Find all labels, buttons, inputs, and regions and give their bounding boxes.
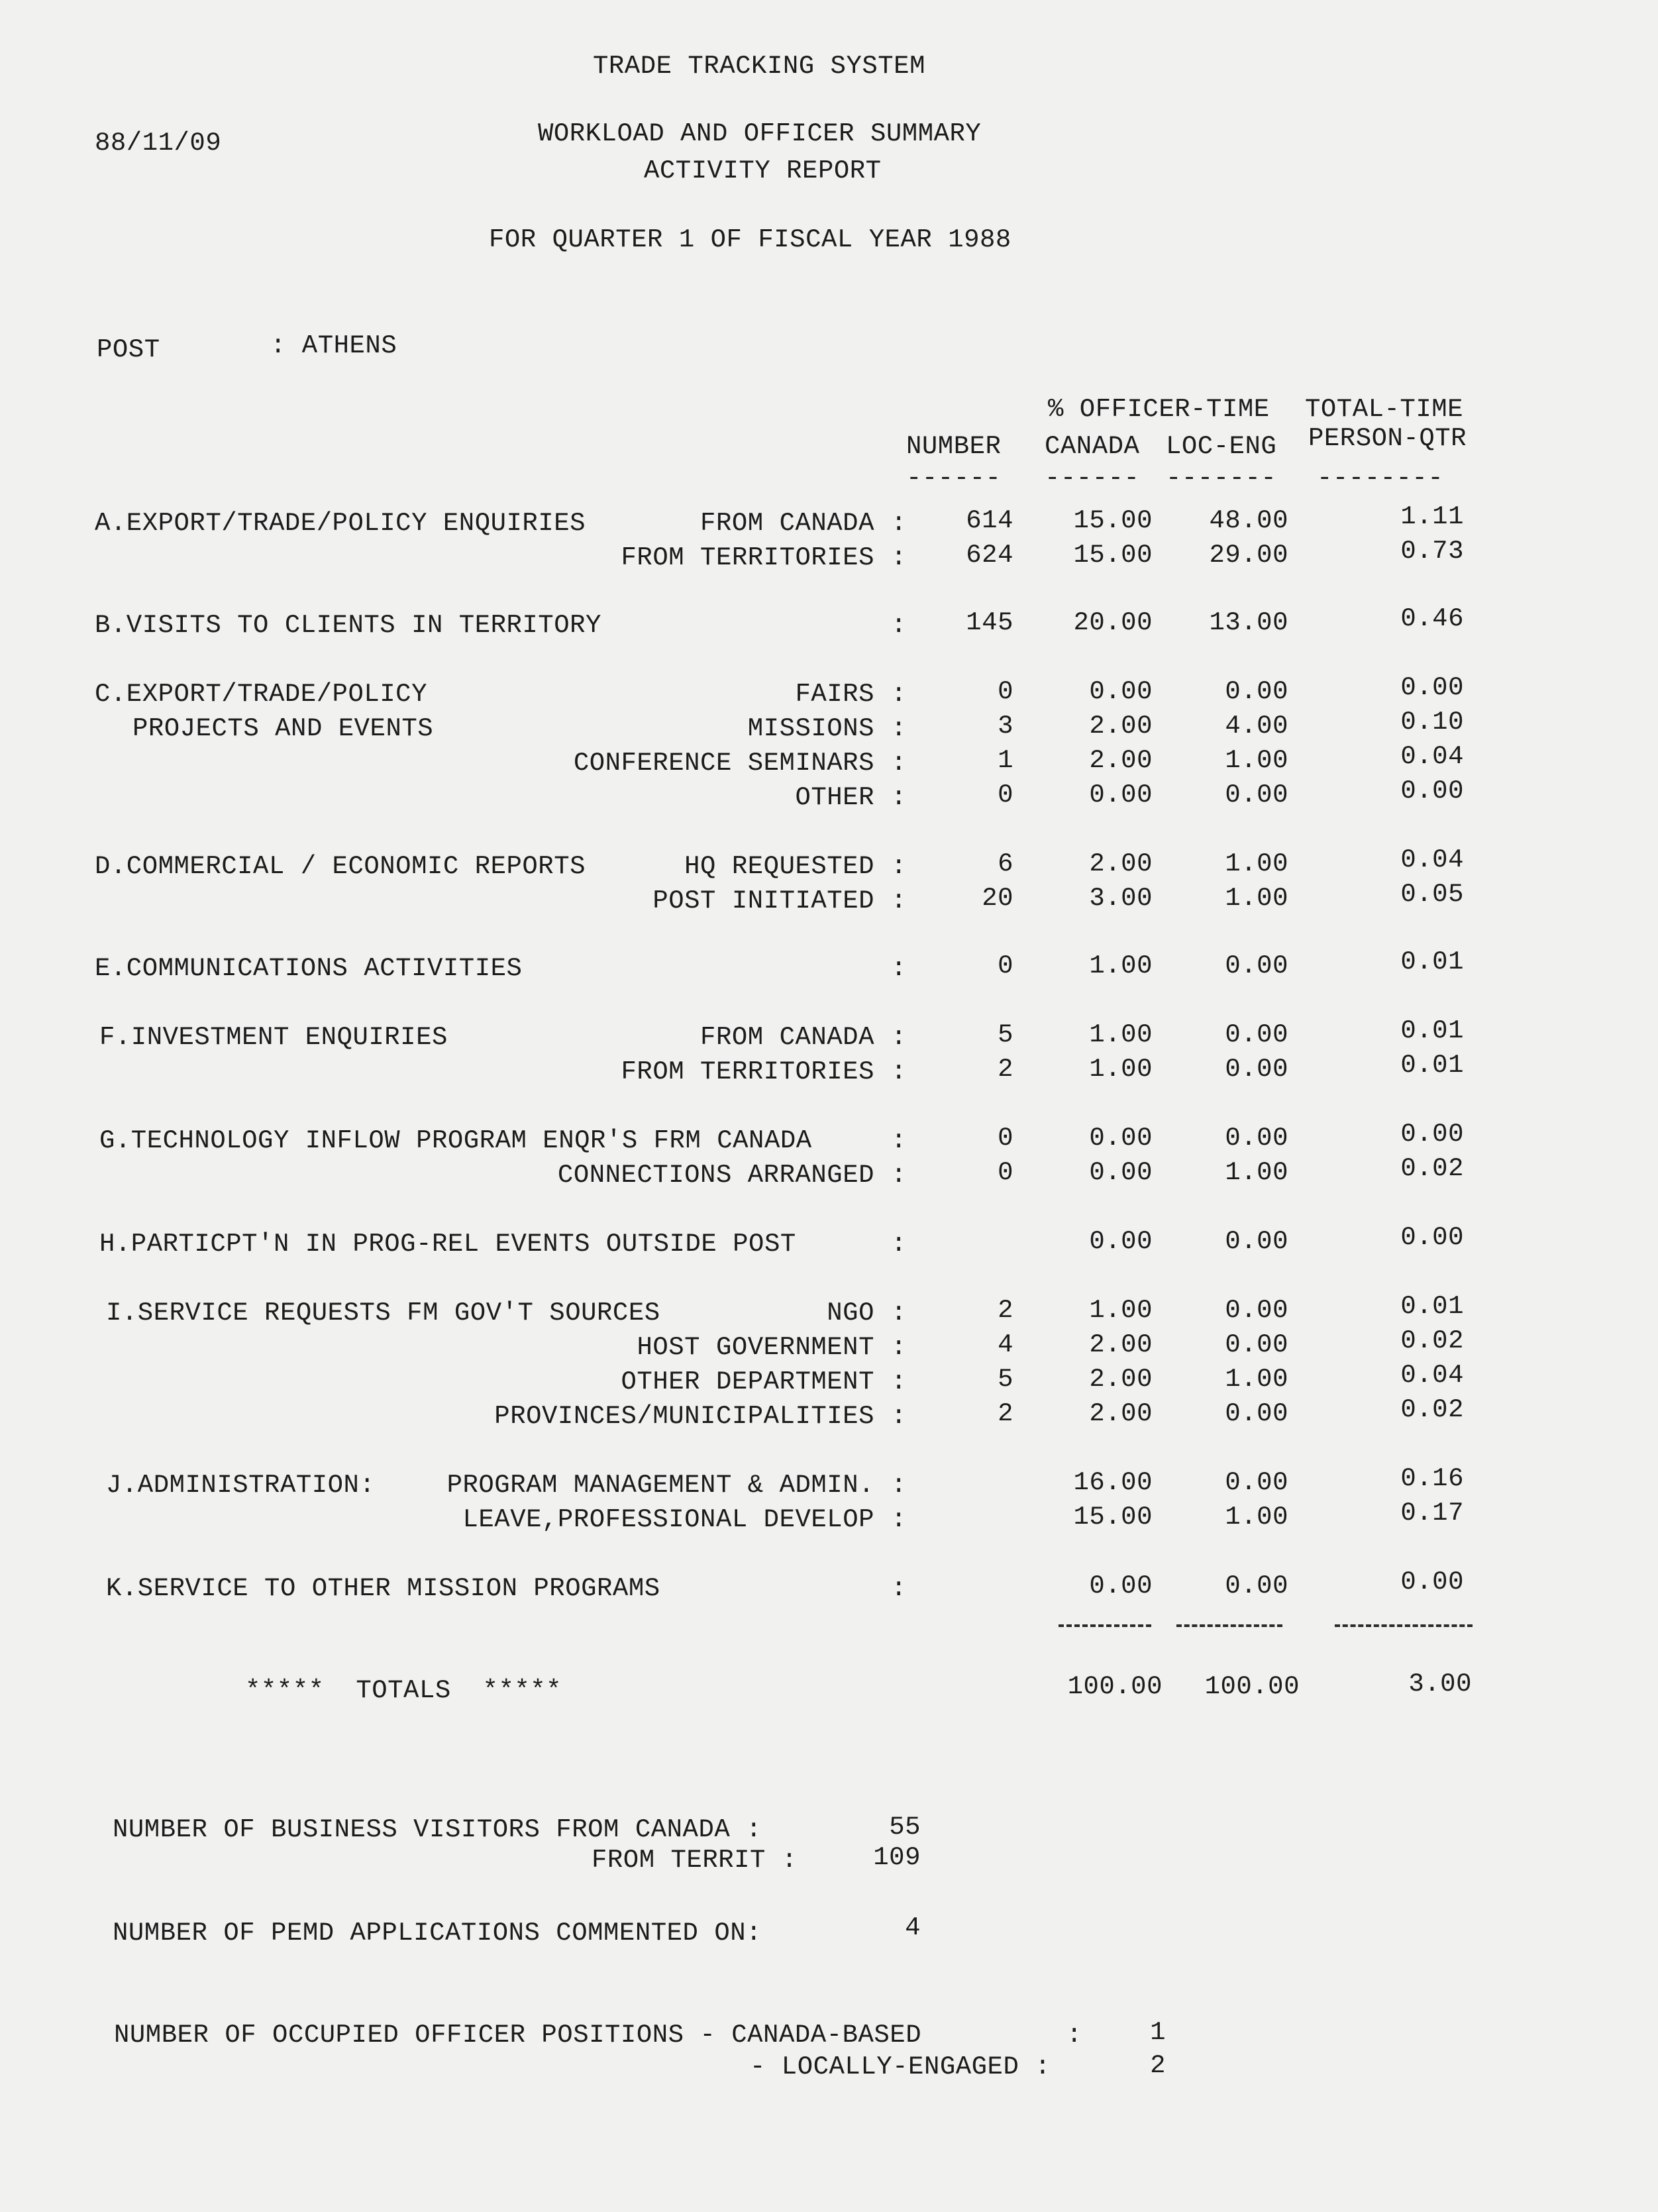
row-person-qtr: 0.01	[1400, 1016, 1464, 1045]
row-person-qtr: 0.04	[1400, 845, 1464, 874]
row-person-qtr: 0.16	[1400, 1464, 1464, 1493]
row-subcategory: OTHER	[795, 783, 874, 812]
row-subcategory: PROVINCES/MUNICIPALITIES	[494, 1402, 874, 1431]
row-number: 2	[998, 1055, 1013, 1084]
row-canada-pct: 2.00	[1089, 1330, 1153, 1359]
row-person-qtr: 1.11	[1400, 502, 1464, 531]
row-subcategory: OTHER DEPARTMENT	[621, 1367, 874, 1396]
row-canada-pct: 1.00	[1089, 1020, 1153, 1049]
row-canada-pct: 0.00	[1089, 1124, 1153, 1153]
row-loceng-pct: 0.00	[1225, 1227, 1288, 1256]
row-colon: :	[891, 1471, 907, 1500]
row-loceng-pct: 0.00	[1225, 951, 1288, 980]
row-loceng-pct: 0.00	[1225, 1468, 1288, 1497]
row-canada-pct: 0.00	[1089, 1571, 1153, 1601]
row-colon: :	[891, 714, 907, 743]
row-canada-pct: 0.00	[1089, 1227, 1153, 1256]
row-loceng-pct: 0.00	[1225, 1330, 1288, 1359]
row-subcategory: CONFERENCE SEMINARS	[573, 749, 874, 778]
col-underline-person-qtr: --------	[1317, 464, 1444, 493]
positions-local-label: - LOCALLY-ENGAGED :	[750, 2052, 1051, 2081]
col-underline-loc-eng: -------	[1166, 464, 1277, 493]
row-category: E.COMMUNICATIONS ACTIVITIES	[95, 954, 523, 983]
row-subcategory: HQ REQUESTED	[684, 852, 874, 881]
row-category: PROJECTS AND EVENTS	[132, 714, 434, 743]
row-loceng-pct: 1.00	[1225, 849, 1288, 878]
row-number: 5	[998, 1020, 1013, 1049]
row-subcategory: POST INITIATED	[652, 886, 874, 916]
totals-loc-eng: 100.00	[1204, 1672, 1300, 1701]
totals-person-qtr: 3.00	[1408, 1669, 1472, 1699]
row-colon: :	[891, 886, 907, 916]
col-underline-canada: ------	[1045, 464, 1140, 493]
row-colon: :	[891, 1057, 907, 1086]
report-title: WORKLOAD AND OFFICER SUMMARY	[538, 119, 982, 148]
row-person-qtr: 0.01	[1400, 1292, 1464, 1321]
row-person-qtr: 0.00	[1400, 776, 1464, 806]
row-colon: :	[891, 852, 907, 881]
row-loceng-pct: 0.00	[1225, 1571, 1288, 1601]
row-canada-pct: 0.00	[1089, 1158, 1153, 1187]
row-person-qtr: 0.01	[1400, 1051, 1464, 1080]
row-person-qtr: 0.04	[1400, 742, 1464, 771]
row-loceng-pct: 1.00	[1225, 884, 1288, 913]
row-colon: :	[891, 1367, 907, 1396]
row-person-qtr: 0.10	[1400, 708, 1464, 737]
row-loceng-pct: 48.00	[1209, 506, 1288, 535]
row-colon: :	[891, 509, 907, 538]
row-canada-pct: 2.00	[1089, 746, 1153, 775]
row-loceng-pct: 1.00	[1225, 1365, 1288, 1394]
row-loceng-pct: 0.00	[1225, 1124, 1288, 1153]
row-loceng-pct: 1.00	[1225, 1158, 1288, 1187]
row-category: H.PARTICPT'N IN PROG-REL EVENTS OUTSIDE POST	[99, 1230, 796, 1259]
col-header-person-qtr: PERSON-QTR	[1308, 424, 1467, 453]
row-category: A.EXPORT/TRADE/POLICY ENQUIRIES	[95, 509, 586, 538]
row-colon: :	[891, 1161, 907, 1190]
row-subcategory: FAIRS	[795, 680, 874, 709]
row-number: 1	[998, 746, 1013, 775]
row-canada-pct: 2.00	[1089, 1399, 1153, 1428]
row-canada-pct: 0.00	[1089, 780, 1153, 810]
row-person-qtr: 0.17	[1400, 1499, 1464, 1528]
positions-local: 2	[1150, 2051, 1166, 2080]
row-colon: :	[891, 1023, 907, 1052]
positions-canada: 1	[1150, 2018, 1166, 2047]
row-number: 3	[998, 711, 1013, 741]
row-person-qtr: 0.05	[1400, 880, 1464, 909]
row-canada-pct: 3.00	[1089, 884, 1153, 913]
row-canada-pct: 16.00	[1073, 1468, 1153, 1497]
row-canada-pct: 2.00	[1089, 1365, 1153, 1394]
row-subcategory: FROM CANADA	[700, 1023, 874, 1052]
row-category: F.INVESTMENT ENQUIRIES	[99, 1023, 448, 1052]
row-colon: :	[891, 611, 907, 640]
row-number: 0	[998, 1158, 1013, 1187]
row-person-qtr: 0.46	[1400, 604, 1464, 633]
report-period: FOR QUARTER 1 OF FISCAL YEAR 1988	[489, 225, 1011, 254]
system-title: TRADE TRACKING SYSTEM	[593, 52, 925, 81]
row-number: 4	[998, 1330, 1013, 1359]
row-canada-pct: 0.00	[1089, 677, 1153, 706]
row-number: 20	[982, 884, 1013, 913]
row-number: 145	[966, 608, 1013, 637]
col-underline-number: ------	[906, 464, 1002, 493]
row-number: 2	[998, 1296, 1013, 1325]
row-loceng-pct: 4.00	[1225, 711, 1288, 741]
col-header-total-time: TOTAL-TIME	[1305, 395, 1464, 424]
report-date: 88/11/09	[95, 129, 222, 158]
row-colon: :	[891, 680, 907, 709]
totals-rule-person	[1335, 1624, 1473, 1627]
row-subcategory: FROM TERRITORIES	[621, 1057, 874, 1086]
row-canada-pct: 15.00	[1073, 506, 1153, 535]
row-canada-pct: 15.00	[1073, 1502, 1153, 1532]
row-colon: :	[891, 1333, 907, 1362]
row-subcategory: FROM CANADA	[700, 509, 874, 538]
row-category: C.EXPORT/TRADE/POLICY	[95, 680, 427, 709]
row-canada-pct: 20.00	[1073, 608, 1153, 637]
totals-rule-canada	[1059, 1624, 1151, 1627]
row-number: 2	[998, 1399, 1013, 1428]
post-value: : ATHENS	[270, 331, 397, 360]
row-loceng-pct: 0.00	[1225, 1399, 1288, 1428]
business-visitors-label: NUMBER OF BUSINESS VISITORS FROM CANADA :	[113, 1815, 762, 1844]
col-header-officer-time: % OFFICER-TIME	[1048, 395, 1270, 424]
row-loceng-pct: 0.00	[1225, 677, 1288, 706]
row-number: 614	[966, 506, 1013, 535]
report-subtitle: ACTIVITY REPORT	[644, 156, 882, 185]
row-category: K.SERVICE TO OTHER MISSION PROGRAMS	[106, 1574, 660, 1603]
row-person-qtr: 0.04	[1400, 1361, 1464, 1390]
positions-label: NUMBER OF OCCUPIED OFFICER POSITIONS - CANADA-BASED	[114, 2021, 922, 2050]
business-visitors-territ: 109	[873, 1843, 921, 1872]
row-canada-pct: 1.00	[1089, 951, 1153, 980]
row-colon: :	[891, 783, 907, 812]
row-subcategory: MISSIONS	[747, 714, 874, 743]
col-header-loc-eng: LOC-ENG	[1166, 432, 1277, 461]
row-subcategory: CONNECTIONS ARRANGED	[557, 1161, 874, 1190]
row-number: 0	[998, 951, 1013, 980]
row-colon: :	[891, 1402, 907, 1431]
row-category: G.TECHNOLOGY INFLOW PROGRAM ENQR'S FRM CANADA	[99, 1126, 812, 1155]
row-number: 0	[998, 677, 1013, 706]
row-subcategory: PROGRAM MANAGEMENT & ADMIN.	[446, 1471, 874, 1500]
row-colon: :	[891, 543, 907, 572]
row-colon: :	[891, 1230, 907, 1259]
row-number: 6	[998, 849, 1013, 878]
row-canada-pct: 1.00	[1089, 1055, 1153, 1084]
row-canada-pct: 2.00	[1089, 849, 1153, 878]
col-header-number: NUMBER	[906, 432, 1002, 461]
positions-colon: :	[1066, 2021, 1082, 2050]
row-colon: :	[891, 1298, 907, 1328]
row-person-qtr: 0.02	[1400, 1154, 1464, 1183]
row-subcategory: FROM TERRITORIES	[621, 543, 874, 572]
row-colon: :	[891, 1126, 907, 1155]
totals-rule-loceng	[1176, 1624, 1282, 1627]
row-subcategory: NGO	[827, 1298, 874, 1328]
row-loceng-pct: 29.00	[1209, 541, 1288, 570]
row-category: J.ADMINISTRATION:	[106, 1471, 376, 1500]
row-category: I.SERVICE REQUESTS FM GOV'T SOURCES	[106, 1298, 660, 1328]
row-colon: :	[891, 749, 907, 778]
row-canada-pct: 2.00	[1089, 711, 1153, 741]
pemd-value: 4	[905, 1913, 921, 1942]
row-loceng-pct: 1.00	[1225, 746, 1288, 775]
row-loceng-pct: 1.00	[1225, 1502, 1288, 1532]
business-visitors-canada: 55	[889, 1813, 921, 1842]
row-number: 0	[998, 1124, 1013, 1153]
row-category: D.COMMERCIAL / ECONOMIC REPORTS	[95, 852, 586, 881]
row-colon: :	[891, 1574, 907, 1603]
row-category: B.VISITS TO CLIENTS IN TERRITORY	[95, 611, 601, 640]
row-person-qtr: 0.00	[1400, 673, 1464, 702]
post-label: POST	[97, 335, 160, 364]
row-loceng-pct: 0.00	[1225, 1020, 1288, 1049]
totals-label: ***** TOTALS *****	[245, 1676, 562, 1705]
row-person-qtr: 0.01	[1400, 947, 1464, 976]
row-subcategory: LEAVE,PROFESSIONAL DEVELOP	[462, 1505, 874, 1534]
row-loceng-pct: 0.00	[1225, 1055, 1288, 1084]
pemd-label: NUMBER OF PEMD APPLICATIONS COMMENTED ON:	[113, 1919, 762, 1948]
totals-canada: 100.00	[1067, 1672, 1163, 1701]
row-person-qtr: 0.02	[1400, 1395, 1464, 1424]
row-colon: :	[891, 954, 907, 983]
row-person-qtr: 0.73	[1400, 537, 1464, 566]
row-person-qtr: 0.02	[1400, 1326, 1464, 1355]
row-person-qtr: 0.00	[1400, 1567, 1464, 1597]
row-subcategory: HOST GOVERNMENT	[637, 1333, 874, 1362]
row-colon: :	[891, 1505, 907, 1534]
row-number: 5	[998, 1365, 1013, 1394]
row-person-qtr: 0.00	[1400, 1223, 1464, 1252]
row-number: 624	[966, 541, 1013, 570]
row-canada-pct: 1.00	[1089, 1296, 1153, 1325]
row-loceng-pct: 13.00	[1209, 608, 1288, 637]
row-canada-pct: 15.00	[1073, 541, 1153, 570]
row-loceng-pct: 0.00	[1225, 1296, 1288, 1325]
col-header-canada: CANADA	[1045, 432, 1140, 461]
business-visitors-territ-label: FROM TERRIT :	[592, 1846, 798, 1875]
row-number: 0	[998, 780, 1013, 810]
row-loceng-pct: 0.00	[1225, 780, 1288, 810]
row-person-qtr: 0.00	[1400, 1120, 1464, 1149]
